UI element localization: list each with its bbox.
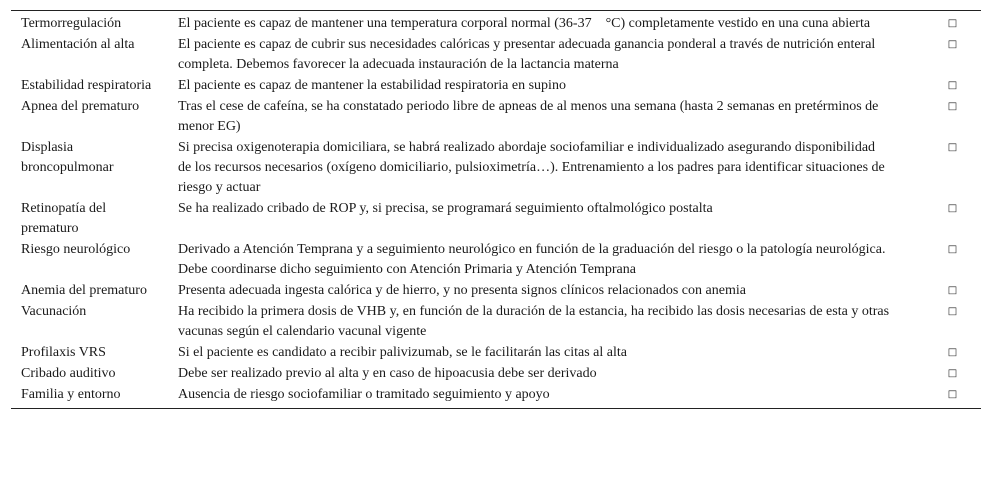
checkbox[interactable]: □ [947, 347, 958, 358]
table-row [11, 364, 981, 385]
checkbox[interactable]: □ [947, 368, 958, 379]
criterion-description: El paciente es capaz de mantener una temperatura corporal normal (36-37 °C) completamente vestido en una cuna abierta [178, 16, 871, 31]
criterion-name: Cribado auditivo [21, 366, 116, 381]
criterion-description: Presenta adecuada ingesta calórica y de hierro, y no presenta signos clínicos relacionados con anemia [178, 283, 746, 298]
criterion-name: Termorregulación [21, 16, 122, 31]
criterion-name: Retinopatía del prematuro [21, 201, 107, 236]
table-row [11, 11, 981, 35]
discharge-criteria-table [11, 11, 981, 408]
checkbox[interactable]: □ [947, 244, 958, 255]
criterion-description: Se ha realizado cribado de ROP y, si precisa, se programará seguimiento oftalmológico postalta [178, 201, 713, 216]
criterion-description: Derivado a Atención Temprana y a seguimiento neurológico en función de la graduación del riesgo o la patología neurológica. Debe coordinarse dicho seguimiento con Atención Primaria y Atención Temprana [178, 242, 886, 277]
criterion-description: Ha recibido la primera dosis de VHB y, en función de la duración de la estancia, ha recibido las dosis necesarias de esta y otras vacunas según el calendario vacunal vigente [178, 304, 890, 339]
checkbox[interactable]: □ [947, 39, 958, 50]
criterion-name: Displasia broncopulmonar [21, 140, 114, 175]
criterion-description: Tras el cese de cafeína, se ha constatado periodo libre de apneas de al menos una semana (hasta 2 semanas en pretérminos de menor EG) [178, 99, 879, 134]
checkbox[interactable]: □ [947, 389, 958, 400]
criterion-name: Anemia del prematuro [21, 283, 147, 298]
criterion-name: Vacunación [21, 304, 87, 319]
table-row [11, 35, 981, 76]
table-row [11, 343, 981, 364]
checkbox[interactable]: □ [947, 142, 958, 153]
criterion-description: El paciente es capaz de mantener la estabilidad respiratoria en supino [178, 78, 566, 93]
criterion-name: Apnea del prematuro [21, 99, 140, 114]
criterion-name: Alimentación al alta [21, 37, 135, 52]
criterion-description: Debe ser realizado previo al alta y en caso de hipoacusia debe ser derivado [178, 366, 597, 381]
table-row [11, 302, 981, 343]
table-row [11, 385, 981, 408]
checkbox[interactable]: □ [947, 101, 958, 112]
checkbox[interactable]: □ [947, 285, 958, 296]
criterion-name: Profilaxis VRS [21, 345, 106, 360]
criterion-description: Si el paciente es candidato a recibir palivizumab, se le facilitarán las citas al alta [178, 345, 627, 360]
checkbox[interactable]: □ [947, 80, 958, 91]
table-row [11, 76, 981, 97]
table-row [11, 138, 981, 199]
checkbox[interactable]: □ [947, 18, 958, 29]
table-row [11, 281, 981, 302]
criterion-name: Familia y entorno [21, 387, 121, 402]
table-row [11, 240, 981, 281]
table-row [11, 97, 981, 138]
criterion-name: Estabilidad respiratoria [21, 78, 152, 93]
criteria-table-body [11, 11, 981, 408]
discharge-criteria-table-frame [11, 10, 981, 409]
table-row [11, 199, 981, 240]
criterion-description: Ausencia de riesgo sociofamiliar o tramitado seguimiento y apoyo [178, 387, 550, 402]
checkbox[interactable]: □ [947, 203, 958, 214]
criterion-name: Riesgo neurológico [21, 242, 131, 257]
checkbox[interactable]: □ [947, 306, 958, 317]
criterion-description: Si precisa oxigenoterapia domiciliara, se habrá realizado abordaje sociofamiliar e individualizado asegurando disponibilidad de los recursos necesarios (oxígeno domiciliario, pulsioximetría…). Entrenamiento a los padres para identificar situaciones de riesgo y actuar [178, 140, 885, 195]
criterion-description: El paciente es capaz de cubrir sus necesidades calóricas y presentar adecuada ganancia ponderal a través de nutrición enteral completa. Debemos favorecer la adecuada instauración de la lactancia materna [178, 37, 876, 72]
